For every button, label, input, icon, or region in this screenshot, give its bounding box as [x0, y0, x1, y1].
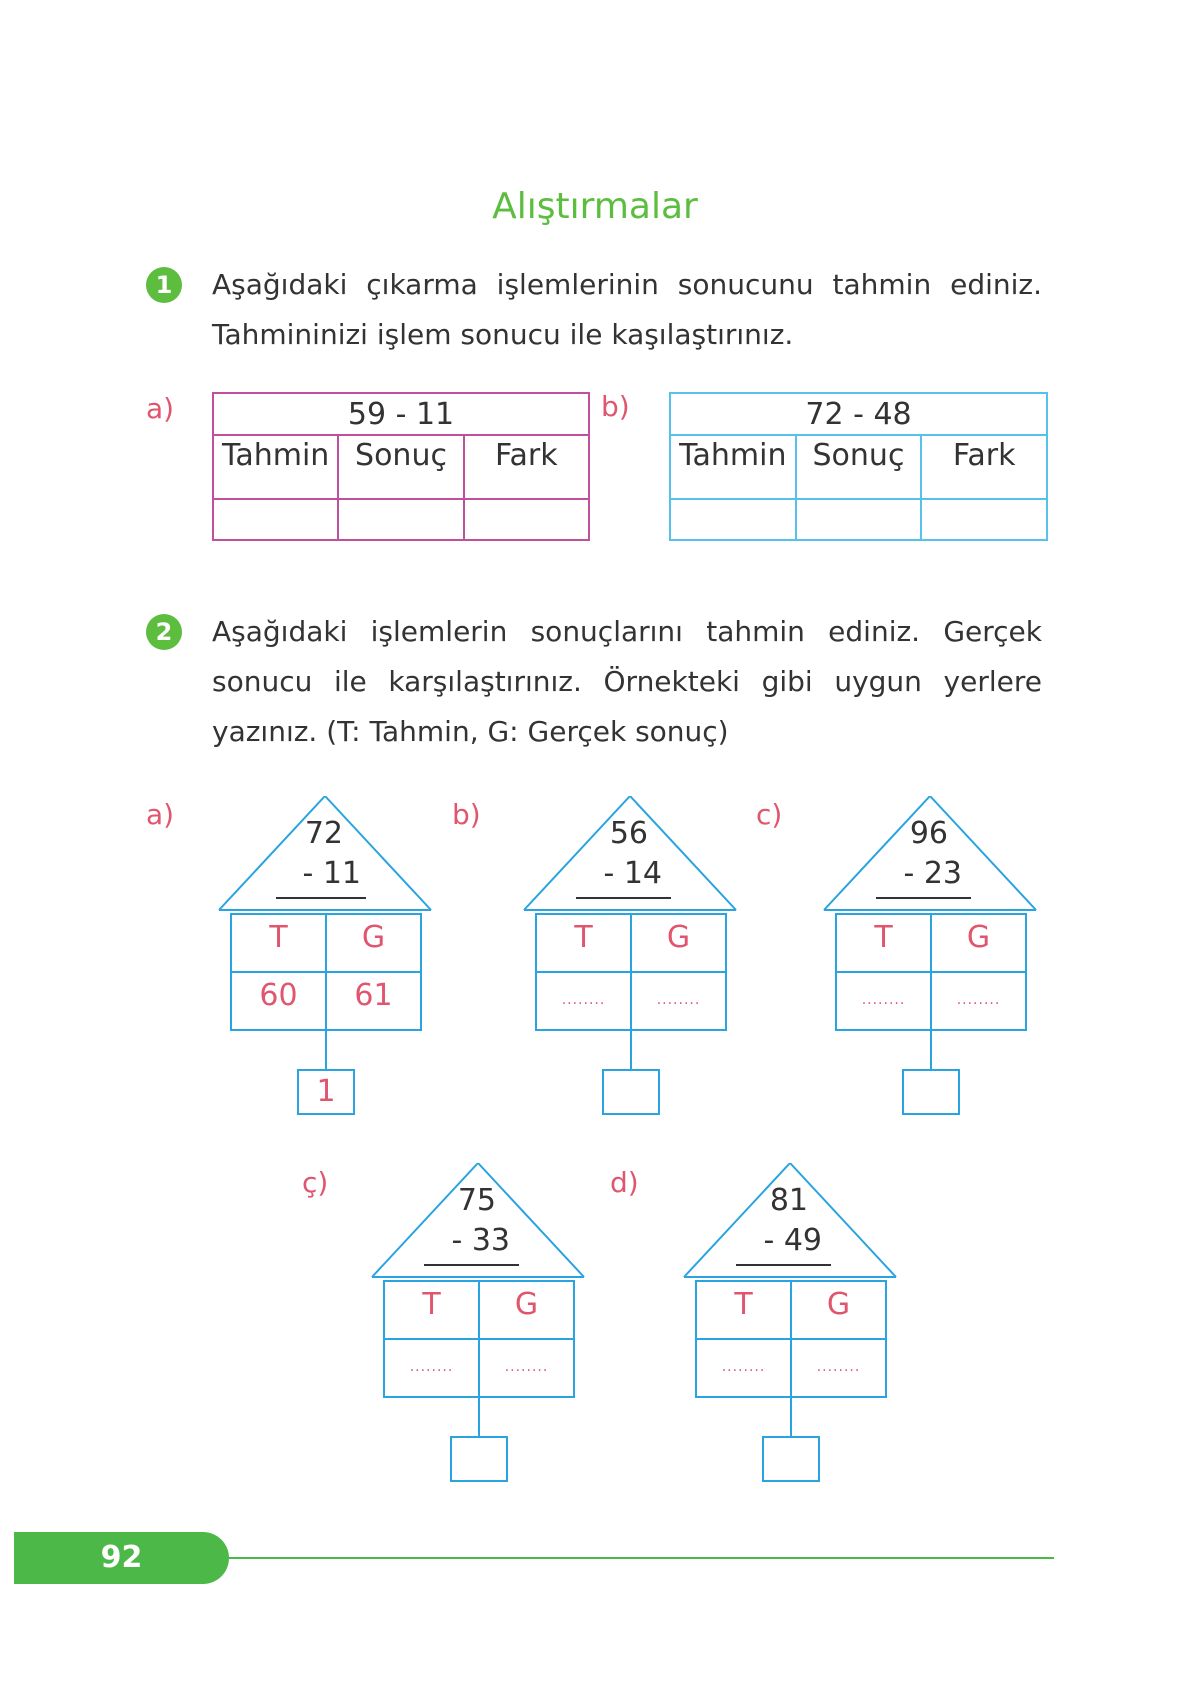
- house-cc-minuend: 75: [457, 1183, 496, 1218]
- house-cc-g-value[interactable]: ........: [504, 1359, 549, 1375]
- table-a-answer-fark[interactable]: [464, 499, 589, 540]
- question-2-badge: 2: [146, 614, 182, 650]
- table-a-answer-sonuc[interactable]: [338, 499, 463, 540]
- house-d-t-value[interactable]: ........: [721, 1359, 766, 1375]
- table-a-answer-tahmin[interactable]: [213, 499, 338, 540]
- table-a-header-tahmin: Tahmin: [213, 435, 338, 499]
- house-b-label: b): [452, 798, 481, 831]
- house-a-label: a): [146, 798, 175, 831]
- house-c-subtrahend: - 23: [903, 856, 962, 891]
- table-a-label: a): [146, 392, 175, 425]
- house-c-t-value[interactable]: ........: [861, 992, 906, 1008]
- page-number: 92: [14, 1532, 229, 1584]
- house-cc-t-header: T: [422, 1287, 441, 1322]
- house-b-g-value[interactable]: ........: [656, 992, 701, 1008]
- house-c-g-header: G: [966, 920, 991, 955]
- house-a-t-value[interactable]: 60: [259, 978, 298, 1013]
- house-b-t-value[interactable]: ........: [561, 992, 606, 1008]
- house-a: [211, 796, 451, 1126]
- question-2-text: Aşağıdaki işlemlerin sonuçlarını tahmin ediniz. Gerçek sonucu ile karşılaştırınız. Örnekteki gibi uygun yerlere yazınız. (T: Tahmin, G: Gerçek sonuç): [212, 615, 1042, 748]
- house-b: [516, 796, 756, 1126]
- table-b-answer-sonuc[interactable]: [796, 499, 922, 540]
- house-d-subtrahend: - 49: [763, 1223, 822, 1258]
- house-c-label: c): [756, 798, 783, 831]
- page-title: Alıştırmalar: [492, 186, 698, 227]
- house-d: [676, 1163, 916, 1493]
- house-d-t-header: T: [734, 1287, 753, 1322]
- house-d-minuend: 81: [769, 1183, 808, 1218]
- table-a-header-sonuc: Sonuç: [338, 435, 463, 499]
- house-c-minuend: 96: [909, 816, 948, 851]
- table-b-header-fark: Fark: [921, 435, 1047, 499]
- house-c-g-value[interactable]: ........: [956, 992, 1001, 1008]
- house-a-subtrahend: - 11: [302, 856, 361, 891]
- table-b-answer-fark[interactable]: [921, 499, 1047, 540]
- house-cc-t-value[interactable]: ........: [409, 1359, 454, 1375]
- house-c: [816, 796, 1056, 1126]
- table-a: [212, 392, 590, 541]
- house-cc-subtrahend: - 33: [451, 1223, 510, 1258]
- table-b-header-tahmin: Tahmin: [670, 435, 796, 499]
- house-a-t-header: T: [269, 920, 288, 955]
- table-b-answer-tahmin[interactable]: [670, 499, 796, 540]
- house-a-g-header: G: [361, 920, 386, 955]
- table-b-header-sonuc: Sonuç: [796, 435, 922, 499]
- house-d-g-header: G: [826, 1287, 851, 1322]
- house-d-label: d): [610, 1166, 639, 1199]
- house-b-minuend: 56: [609, 816, 648, 851]
- house-b-g-header: G: [666, 920, 691, 955]
- table-a-header-fark: Fark: [464, 435, 589, 499]
- question-1-badge: 1: [146, 267, 182, 303]
- house-b-subtrahend: - 14: [603, 856, 662, 891]
- footer-rule: [229, 1557, 1054, 1559]
- house-cc-label: ç): [302, 1166, 329, 1199]
- house-a-g-value[interactable]: 61: [354, 978, 393, 1013]
- house-c-t-header: T: [874, 920, 893, 955]
- house-d-g-value[interactable]: ........: [816, 1359, 861, 1375]
- table-b-label: b): [601, 390, 630, 423]
- house-b-t-header: T: [574, 920, 593, 955]
- house-a-minuend: 72: [304, 816, 343, 851]
- table-b: [669, 392, 1048, 541]
- house-a-difference[interactable]: 1: [316, 1074, 336, 1109]
- table-b-expression: 72 - 48: [670, 393, 1047, 435]
- table-a-expression: 59 - 11: [213, 393, 589, 435]
- question-1-text: Aşağıdaki çıkarma işlemlerinin sonucunu tahmin ediniz. Tahmininizi işlem sonucu ile kaşılaştırınız.: [212, 268, 1042, 351]
- house-cc: [364, 1163, 604, 1493]
- house-cc-g-header: G: [514, 1287, 539, 1322]
